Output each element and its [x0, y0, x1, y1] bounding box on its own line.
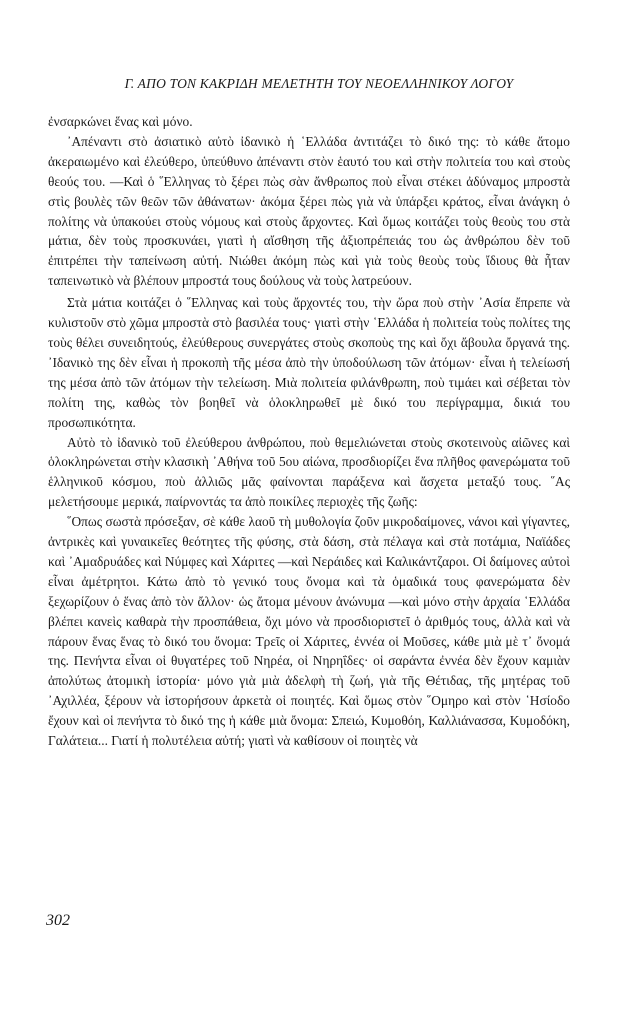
paragraph: Αὐτὸ τὸ ἰδανικὸ τοῦ ἐλεύθερου ἀνθρώπου, ποὺ θεμελιώνεται στοὺς σκοτεινοὺς αἰῶνες καὶ ὁλοκληρώνεται στὴν κλασικὴ ᾿Αθήνα τοῦ 5ου αἰώνα, προσδιορίζει ἕνα πλῆθος φανερώματα τοῦ ἑλληνικοῦ κόσμου, ποὺ ἀλλιῶς μᾶς φαίνονται παράξενα καὶ ἄσχετα μεταξύ τους. ῞Ας μελετήσουμε μερικά, παίρνοντάς τα ἀπὸ ποικίλες περιοχὲς τῆς ζωῆς: [48, 434, 570, 510]
paragraph-continuation: ἐνσαρκώνει ἕνας καὶ μόνο. [48, 114, 193, 129]
paragraph: Στὰ μάτια κοιτάζει ὁ ῞Ελληνας καὶ τοὺς ἄρχοντές του, τὴν ὥρα ποὺ στὴν ᾿Ασία ἔπρεπε νὰ κυλιστοῦν στὸ χῶμα μπροστὰ στὸ βασιλέα τους· γιατὶ στὴν ῾Ελλάδα ἡ πολιτεία τοὺς πολίτες της τοὺς θέλει συνειδητούς, ἐλεύθερους συνεργάτες στοὺς σκοποὺς της καὶ ὄχι ἄβουλα ὄργανά της. ᾿Ιδανικὸ της δὲν εἶναι ἡ προκοπὴ τῆς μέσα ἀπὸ τὴν ὑποδούλωση τῶν ἀτόμων· εἶναι ἡ τελείωσή της μέσα ἀπὸ τῶν ἀτόμων τὴν τελείωση. Μιὰ πολιτεία φιλάνθρωπη, ποὺ τιμάει καὶ σέβεται τὸν πολίτη της, καθὼς τὸν βοηθεῖ νὰ ὁλοκληρωθεῖ μὲ δικό του περίγραμμα, δικιά του προσωπικότητα. [48, 295, 570, 430]
paragraph: ῞Οπως σωστὰ πρόσεξαν, σὲ κάθε λαοῦ τὴ μυθολογία ζοῦν μικροδαίμονες, νάνοι καὶ γίγαντες, ἀντρικὲς καὶ γυναικεῖες θεότητες τῆς φύσης, στὰ δάση, στὰ πέλαγα καὶ στὰ ποτάμια, Ναϊάδες καὶ ᾿Αμαδρυάδες καὶ Νύμφες καὶ Χάριτες —καὶ Νεράιδες καὶ Καλικάντζαροι. Οἱ δαίμονες αὐτοὶ εἶναι ἀμέτρητοι. Κάτω ἀπὸ τὸ γενικό τους ὄνομα καὶ τὰ ὁμαδικά τους φανερώματα δὲν ξεχωρίζουν ὁ ἕνας ἀπὸ τὸν ἄλλον· ὡς ἄτομα μένουν ἀνώνυμα —καὶ μόνο στὴν ἀρχαία ῾Ελλάδα βλέπει κανεὶς καθαρὰ τὴν προσπάθεια, ὄχι μόνο νὰ προσδιοριστεῖ ὁ ἀριθμός τους, ἀλλὰ καὶ νὰ πάρουν ἕνας ἕνας τὸ δικό του ὄνομα: Τρεῖς οἱ Χάριτες, ἐννέα οἱ Μοῦσες, κάθε μιὰ μὲ τ᾿ ὄνομά της. Πενήντα εἶναι οἱ θυγατέρες τοῦ Νηρέα, οἱ Νηρηΐδες· οἱ σαράντα ἐννέα δὲν ἔχουν καμιὰν ἀπολύτως ἀτομικὴ ἱστορία· μόνο γιὰ μιὰ ἀδελφὴ τὴ ζωή, γιὰ τῆς Θέτιδας, τῆς μητέρας τοῦ ᾿Αχιλλέα, ξέρουν νὰ ἱστορήσουν ἀρκετὰ οἱ ποιητές. Καὶ ὅμως στὸν ῞Ομηρο καὶ στὸν ῾Ησίοδο ἔχουν καὶ οἱ πενήντα τὸ δικό της ἡ κάθε μιὰ ὄνομα: Σπειώ, Κυμοθόη, Καλλιάνασσα, Κυμοδόκη, Γαλάτεια... Γιατί ἡ πολυτέλεια αὐτή; γιατὶ νὰ καθίσουν οἱ ποιητὲς νὰ [48, 514, 570, 749]
paragraph: ᾿Απέναντι στὸ ἀσιατικὸ αὐτὸ ἰδανικὸ ἡ ῾Ελλάδα ἀντιτάζει τὸ δικό της: τὸ κάθε ἄτομο ἀκεραιωμένο καὶ ἐλεύθερο, ὑπεύθυνο ἀπέναντι στὸν ἑαυτό του καὶ στὴν πολιτεία του καὶ στοὺς θεούς του. —Καὶ ὁ ῞Ελληνας τὸ ξέρει πὼς σὰν ἄνθρωπος ποὺ εἶναι στέκει ἀδύναμος μπροστὰ στὶς βουλὲς τῶν θεῶν τῶν ἀθάνατων· ἀκόμα ξέρει πὼς γιὰ νὰ ὑπάρξει κράτος, εἶναι ἀνάγκη ὁ πολίτης νὰ ὑπακούει στοὺς νόμους καὶ στοὺς ἄρχοντες. Καὶ ὅμως κοιτάζει τοὺς θεοὺς του στὰ μάτια, δὲν τοὺς προσκυνάει, γιατὶ ἡ αἴσθηση τῆς ἀξιοπρέπειάς του ὡς ἀνθρώπου δὲν τοῦ ἐπιτρέπει τὴν ταπείνωση αὐτή. Νιώθει ἀκόμη πὼς καὶ γιὰ τοὺς θεοὺς τοὺς ἴδιους θὰ ἦταν ταπεινωτικὸ νὰ βλέπουν μπροστά τους δούλους νὰ τοὺς λατρεύουν. [48, 133, 570, 289]
running-header: Γ. ΑΠΟ ΤΟΝ ΚΑΚΡΙΔΗ ΜΕΛΕΤΗΤΗ ΤΟΥ ΝΕΟΕΛΛΗΝΙΚΟΥ ΛΟΓΟΥ [124, 76, 514, 91]
page-number: 302 [46, 912, 70, 929]
body-text [48, 112, 570, 751]
